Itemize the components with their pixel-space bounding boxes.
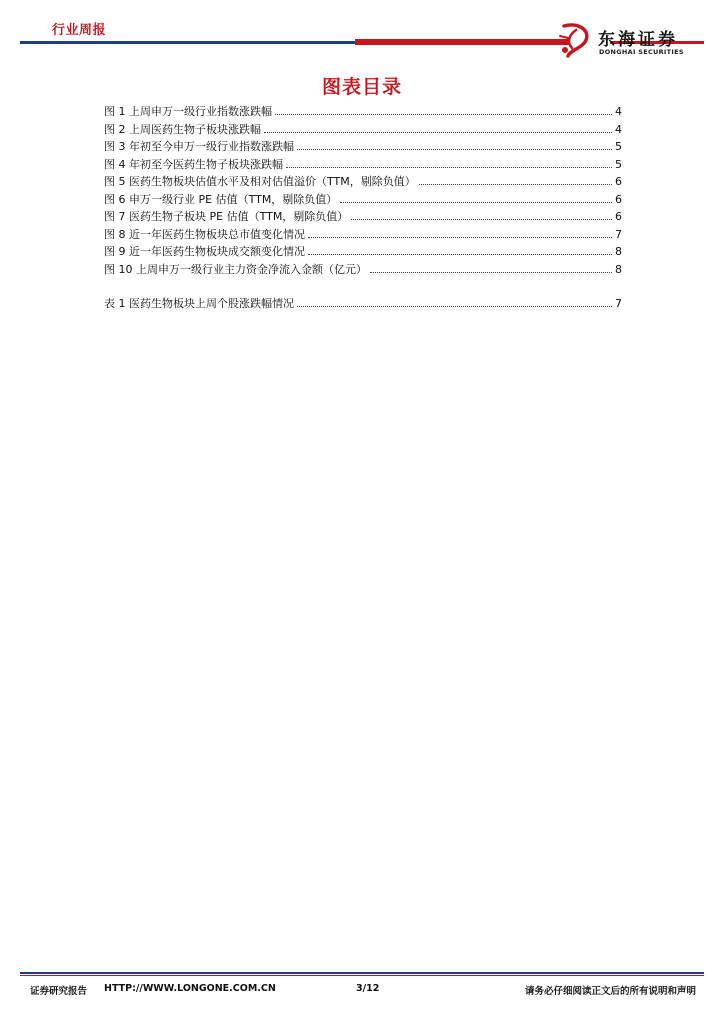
- toc-entry-label: 图 8 近一年医药生物板块总市值变化情况: [104, 227, 305, 241]
- toc-entry-page: 6: [615, 175, 622, 188]
- toc-entry-figure-1[interactable]: [104, 103, 622, 121]
- dot-leader: [308, 226, 612, 238]
- logo-english-name: DONGHAI SECURITIES: [599, 48, 684, 56]
- logo-chinese-name: 东海证券: [598, 30, 678, 50]
- toc-entry-label: 图 1 上周申万一级行业指数涨跌幅: [104, 105, 272, 118]
- dot-leader: [275, 103, 612, 115]
- dot-leader: [351, 208, 612, 220]
- toc-entry-label: 图 6 申万一级行业 PE 估值（TTM，剔除负值）: [104, 192, 338, 206]
- toc-entry-table-1[interactable]: [104, 295, 622, 313]
- toc-entry-page: 7: [615, 227, 622, 241]
- dot-leader: [264, 121, 612, 133]
- toc-entry-label: 图 2 上周医药生物子板块涨跌幅: [104, 122, 261, 136]
- toc-entry-page: 8: [615, 262, 622, 276]
- toc-entry-page: 6: [615, 210, 622, 223]
- toc-entry-figure-7[interactable]: [104, 208, 622, 226]
- toc-entry-figure-5[interactable]: [104, 173, 622, 191]
- page-title: 图表目录: [321, 76, 402, 98]
- footer-report-type: 证券研究报告: [30, 986, 88, 997]
- toc-entry-page: 7: [615, 297, 622, 310]
- toc-entry-label: 图 4 年初至今医药生物子板块涨跌幅: [104, 157, 283, 171]
- toc-entry-figure-6[interactable]: [104, 191, 622, 209]
- toc-entry-page: 5: [615, 157, 622, 171]
- toc-entry-figure-9[interactable]: [104, 243, 622, 261]
- toc-entry-figure-4[interactable]: [104, 156, 622, 174]
- toc-section-gap: [104, 278, 622, 295]
- dot-leader: [340, 191, 612, 203]
- toc-entry-page: 5: [615, 140, 622, 153]
- toc-entry-page: 6: [615, 192, 622, 206]
- toc-entry-label: 图 3 年初至今申万一级行业指数涨跌幅: [104, 140, 294, 153]
- dot-leader: [297, 138, 612, 150]
- footer-disclaimer: 请务必仔细阅读正文后的所有说明和声明: [524, 986, 696, 997]
- dot-leader: [419, 173, 612, 185]
- toc-entry-label: 表 1 医药生物板块上周个股涨跌幅情况: [104, 297, 294, 310]
- dot-leader: [286, 156, 612, 168]
- dot-leader: [297, 295, 612, 307]
- toc-entry-label: 图 5 医药生物板块估值水平及相对估值溢价（TTM，剔除负值）: [104, 175, 416, 188]
- toc-entry-figure-3[interactable]: [104, 138, 622, 156]
- footer-rule-red: [20, 975, 704, 976]
- toc-entry-label: 图 7 医药生物子板块 PE 估值（TTM，剔除负值）: [104, 210, 349, 223]
- toc-entry-figure-2[interactable]: [104, 121, 622, 139]
- toc-entry-page: 4: [615, 105, 622, 118]
- toc-entry-figure-8[interactable]: [104, 226, 622, 244]
- footer-rule-blue: [20, 972, 704, 974]
- report-type-label: 行业周报: [52, 23, 107, 38]
- figure-table-list: [104, 103, 622, 313]
- logo-mark-icon: [556, 20, 594, 60]
- toc-entry-label: 图 9 近一年医药生物板块成交额变化情况: [104, 245, 305, 258]
- toc-entry-page: 4: [615, 122, 622, 136]
- footer-website-link[interactable]: HTTP://WWW.LONGONE.COM.CN: [104, 983, 276, 994]
- toc-entry-figure-10[interactable]: [104, 261, 622, 279]
- dot-leader: [370, 261, 612, 273]
- toc-entry-label: 图 10 上周申万一级行业主力资金净流入金额（亿元）: [104, 262, 367, 276]
- company-logo: [556, 20, 706, 60]
- footer-page-number: 3/12: [356, 983, 380, 994]
- dot-leader: [308, 243, 612, 255]
- toc-entry-page: 8: [615, 245, 622, 258]
- header-rule-red: [355, 39, 570, 45]
